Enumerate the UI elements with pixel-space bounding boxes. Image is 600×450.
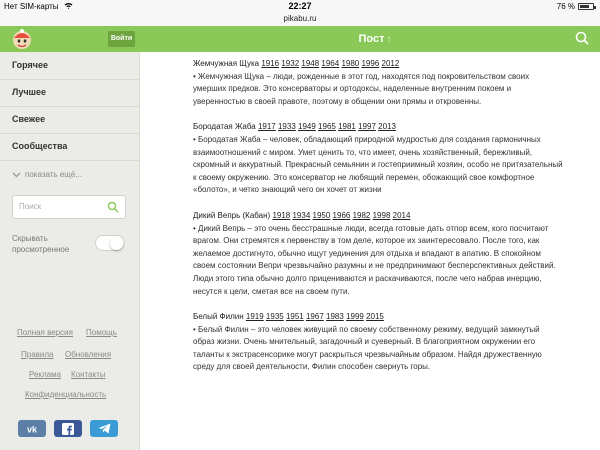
help-link[interactable]: Помощь	[86, 328, 117, 337]
entry-description: • Жемчужная Щука – люди, рожденные в этот год, находятся под покровительством своих умерших предков. Это консерваторы и ортодоксы, наделенные внутренним покоем и уверенностью в своей правоте, поэтому в общении они прямы и откровенны.	[193, 71, 530, 106]
year-link[interactable]: 1997	[358, 122, 376, 132]
year-link[interactable]: 1981	[338, 122, 356, 132]
facebook-share-button[interactable]	[54, 420, 82, 437]
sidebar	[0, 52, 140, 450]
post-content	[193, 58, 563, 387]
year-link[interactable]: 2014	[392, 210, 411, 220]
svg-text:vk: vk	[26, 424, 38, 434]
entry-title	[193, 311, 563, 324]
entry-name: Жемчужная Щука	[193, 59, 260, 68]
year-link[interactable]: 1998	[372, 210, 391, 220]
page-title[interactable]: Пост ↑	[358, 33, 392, 45]
battery-indicator	[557, 2, 594, 11]
privacy-link[interactable]: Конфиденциальность	[25, 390, 107, 399]
entry-description: • Дикий Вепрь – это очень бесстрашные люди, всегда готовые дать отпор всем, кого посчитают врагом. Они стремятся к первенству в том деле, которое их заинтересовало. После того, как желаемое достигнуто, обычно ищут уединения для отдыха и впадают в апатию. В спокойном своем состоянии Вепри чрезвычайно разумны и не предпринимают бесперспективных действий. Люди этого типа обычно долго прицениваются и раскачиваются, после чего набрав инерцию, несутся к цели, сметая все на своем пути.	[193, 223, 556, 296]
scroll-up-arrow-icon: ↑	[386, 34, 392, 45]
year-links	[258, 122, 396, 131]
year-links	[246, 312, 384, 321]
entry-description: • Бородатая Жаба – человек, обладающий природной мудростью для создания гармоничных взаимоотношений с миром. Умет ценить то, что имеет, очень хозяйственный, бережливый, скромный и аккуратный. Прекрасный семьянин и гостеприимный хозяин, особо не притязательный к своему окружению. Это консерватор не любящий перемен, обожающий свое комфортное «болото», и четко знающий чего он хочет от жизни	[193, 134, 563, 195]
year-link[interactable]: 1919	[245, 312, 264, 322]
year-link[interactable]: 1983	[326, 312, 344, 322]
url-bar[interactable]: pikabu.ru	[0, 14, 600, 26]
entry-name: Белый Филин	[193, 312, 244, 322]
year-link[interactable]: 2012	[381, 59, 400, 68]
entry-title	[193, 121, 563, 134]
entry-title	[193, 210, 563, 223]
year-link[interactable]: 1948	[301, 59, 320, 68]
chevron-down-icon	[12, 172, 21, 178]
telegram-share-button[interactable]	[90, 420, 118, 437]
year-link[interactable]: 1918	[272, 210, 291, 220]
zodiac-entry	[193, 121, 563, 197]
year-link[interactable]: 1967	[305, 312, 324, 322]
year-links	[272, 211, 410, 220]
login-button[interactable]: Войти	[108, 31, 135, 47]
search-input[interactable]: Поиск	[12, 195, 126, 219]
year-link[interactable]: 1966	[332, 210, 351, 220]
battery-icon	[578, 3, 594, 10]
year-link[interactable]: 1916	[261, 59, 280, 68]
search-icon	[107, 201, 119, 213]
zodiac-entry	[193, 210, 563, 298]
zodiac-entry	[193, 58, 563, 108]
entry-name: Дикий Вепрь (Кабан)	[193, 210, 271, 220]
updates-link[interactable]: Обновления	[65, 350, 112, 359]
divider	[0, 160, 139, 161]
entry-name: Бородатая Жаба	[193, 122, 256, 132]
divider	[0, 133, 139, 134]
year-link[interactable]: 1964	[321, 59, 340, 68]
year-link[interactable]: 1935	[265, 312, 284, 322]
year-link[interactable]: 1949	[298, 122, 316, 132]
year-link[interactable]: 1965	[318, 122, 336, 132]
ads-link[interactable]: Реклама	[29, 370, 62, 379]
year-link[interactable]: 1917	[257, 122, 276, 132]
divider	[0, 106, 139, 107]
vk-share-button[interactable]	[18, 420, 46, 437]
toggle-knob	[110, 237, 123, 250]
battery-percent: 76 %	[556, 2, 575, 11]
year-link[interactable]: 1933	[277, 122, 296, 132]
full-version-link[interactable]: Полная версия	[17, 328, 73, 337]
vk-icon	[24, 424, 40, 434]
year-link[interactable]: 1932	[281, 59, 300, 68]
year-link[interactable]: 1999	[346, 312, 364, 322]
year-link[interactable]: 1950	[312, 210, 331, 220]
carrier-label: Нет SIM-карты	[4, 2, 73, 11]
facebook-icon	[62, 423, 74, 435]
year-link[interactable]: 1934	[292, 210, 311, 220]
pikabu-logo-icon[interactable]	[11, 28, 33, 50]
year-link[interactable]: 2013	[378, 122, 396, 132]
hide-viewed-label: Скрывать просмотренное	[12, 234, 70, 254]
search-icon[interactable]	[574, 30, 590, 46]
telegram-icon	[98, 423, 111, 434]
battery-fill	[580, 5, 589, 8]
top-bar	[0, 26, 600, 52]
clock: 22:27	[288, 1, 312, 11]
year-links	[261, 59, 399, 68]
entry-title	[193, 58, 563, 71]
rules-link[interactable]: Правила	[21, 350, 54, 359]
hide-viewed-toggle[interactable]	[95, 235, 125, 251]
sidebar-item-fresh[interactable]: Свежее	[12, 114, 46, 124]
year-link[interactable]: 1996	[361, 59, 380, 68]
contacts-link[interactable]: Контакты	[71, 370, 106, 379]
sidebar-item-hot[interactable]: Горячее	[12, 60, 49, 70]
year-link[interactable]: 1951	[285, 312, 304, 322]
zodiac-entry	[193, 311, 563, 374]
show-more-link[interactable]: показать ещё...	[12, 170, 82, 179]
status-bar	[0, 0, 600, 14]
entry-description: • Белый Филин – это человек живущий по своему собственному режиму, ведущий замкнутый образ жизни. Очень мнительный, загадочный и суеверный. В благоприятном окружении его таланты к экстрасенсорике могут раскрыться чрезвычайным образом. Найдя дружественную среду для своей деятельности, Филин способен свернуть горы.	[193, 324, 542, 372]
divider	[0, 79, 139, 80]
sidebar-item-best[interactable]: Лучшее	[12, 87, 47, 97]
year-link[interactable]: 2015	[366, 312, 384, 322]
year-link[interactable]: 1982	[352, 210, 371, 220]
year-link[interactable]: 1980	[341, 59, 360, 68]
sidebar-item-communities[interactable]: Сообщества	[12, 141, 68, 151]
